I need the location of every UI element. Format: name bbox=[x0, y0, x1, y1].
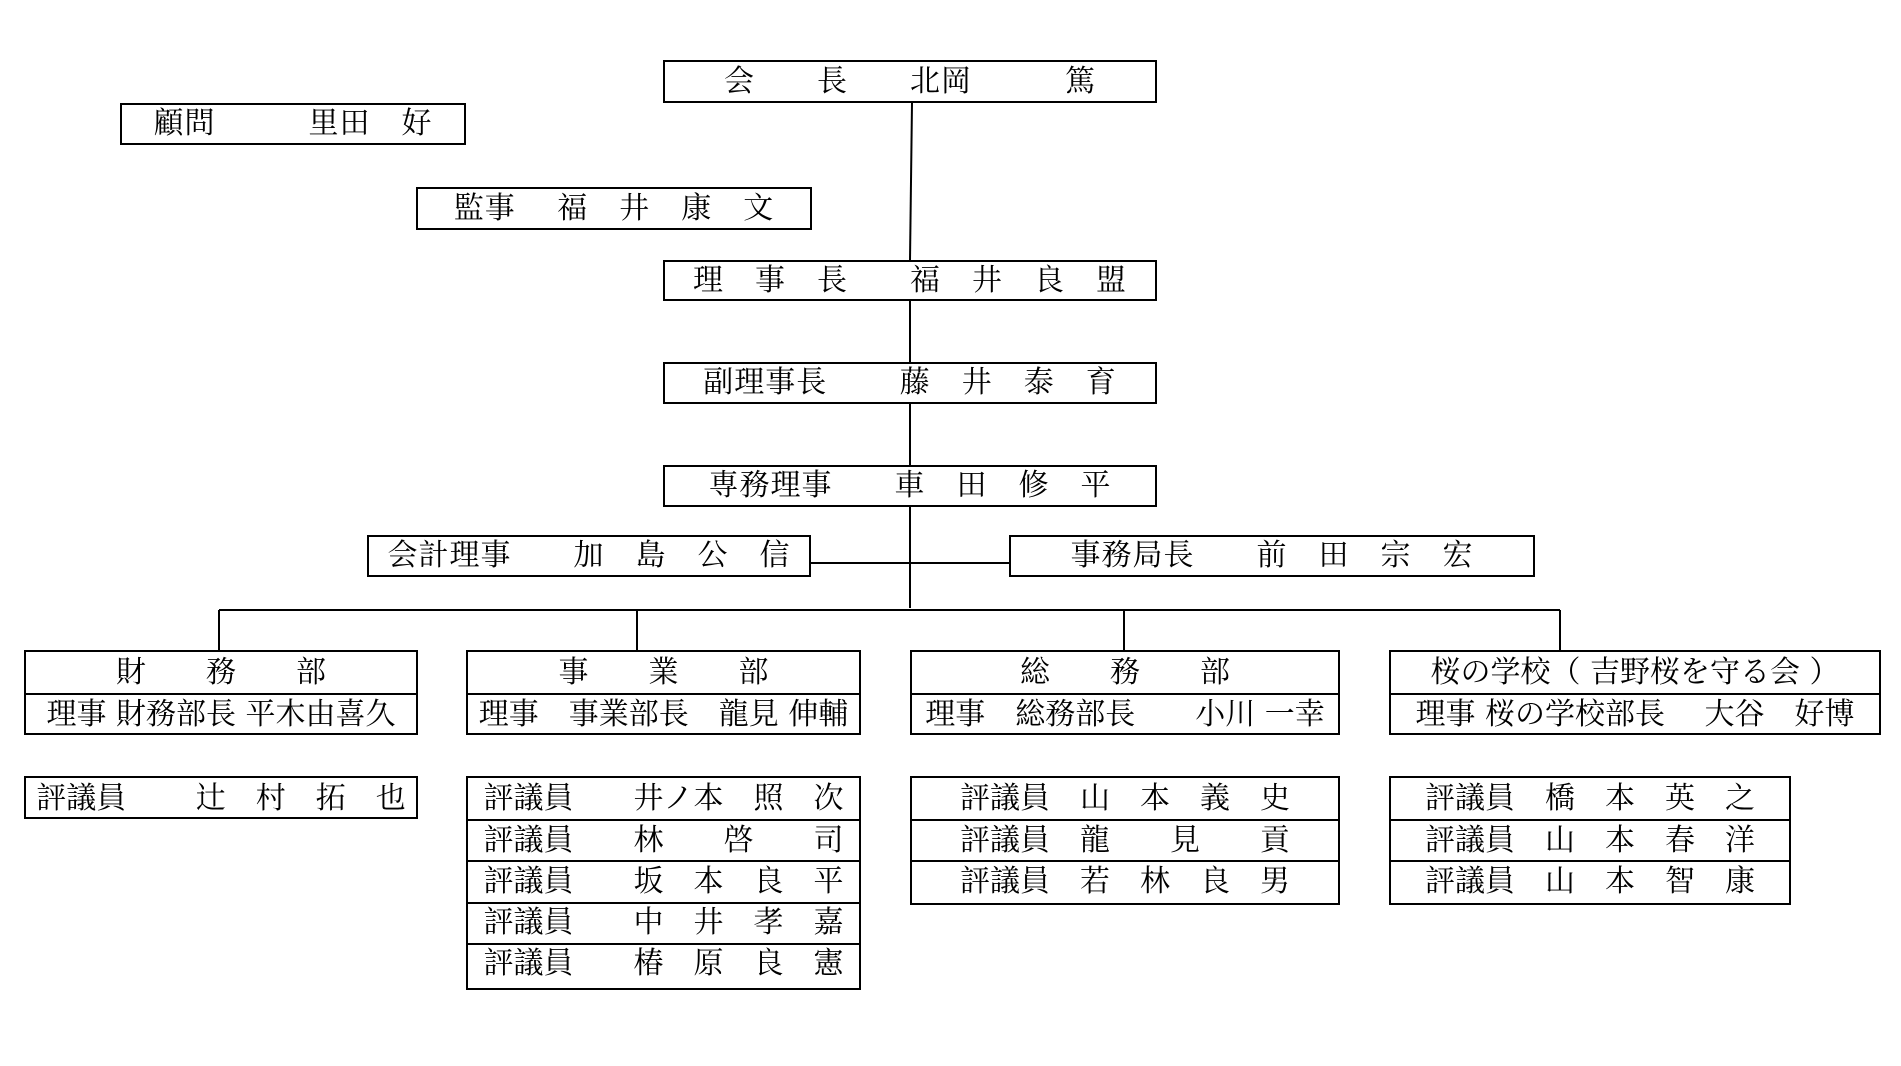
councilor-row: 評議員 若 林 良 男 bbox=[912, 860, 1338, 901]
secretary-general-box: 事務局長 前 田 宗 宏 bbox=[1009, 535, 1535, 577]
department-head: 理事 桜の学校部長 大谷 好博 bbox=[1391, 693, 1879, 734]
department-head: 理事 事業部長 龍見 伸輔 bbox=[468, 693, 859, 734]
finance-department bbox=[24, 650, 418, 735]
department-name: 財 務 部 bbox=[116, 654, 326, 690]
councilor-row: 評議員 坂 本 良 平 bbox=[468, 860, 859, 901]
councilor-row: 評議員 龍 見 貢 bbox=[912, 819, 1338, 860]
councilor-row: 評議員 山 本 智 康 bbox=[1391, 860, 1789, 901]
managing-director-box: 専務理事 車 田 修 平 bbox=[663, 465, 1157, 507]
department-name: 事 業 部 bbox=[558, 654, 769, 690]
vice-director-box: 副理事長 藤 井 泰 育 bbox=[663, 362, 1157, 404]
accounting-director-box: 会計理事 加 島 公 信 bbox=[367, 535, 811, 577]
councilor-row: 評議員 山 本 春 洋 bbox=[1391, 819, 1789, 860]
department-name: 桜の学校（ 吉野桜を守る会 ） bbox=[1430, 654, 1840, 690]
business-department bbox=[466, 650, 861, 735]
sakura-school-department bbox=[1389, 650, 1881, 735]
councilor-row: 評議員 椿 原 良 憲 bbox=[468, 943, 859, 984]
business-councilors bbox=[466, 776, 861, 990]
finance-councilors bbox=[24, 776, 418, 819]
councilor-row: 評議員 林 啓 司 bbox=[468, 819, 859, 860]
councilor-row: 評議員 橋 本 英 之 bbox=[1425, 780, 1755, 816]
councilor-row: 評議員 井ノ本 照 次 bbox=[483, 780, 844, 816]
department-name: 総 務 部 bbox=[1020, 654, 1230, 690]
auditor-box: 監事 福 井 康 文 bbox=[416, 187, 812, 230]
advisor-box: 顧問 里田 好 bbox=[120, 103, 466, 145]
councilor-row: 評議員 山 本 義 史 bbox=[960, 780, 1290, 816]
sakura-school-councilors bbox=[1389, 776, 1791, 905]
general-affairs-department bbox=[910, 650, 1340, 735]
department-head: 理事 総務部長 小川 一幸 bbox=[912, 693, 1338, 734]
chairman-box: 会 長 北岡 篤 bbox=[663, 60, 1157, 103]
connector-chairman-director bbox=[910, 103, 912, 260]
department-head: 理事 財務部長 平木由喜久 bbox=[26, 693, 416, 734]
director-box: 理 事 長 福 井 良 盟 bbox=[663, 260, 1157, 301]
councilor-row: 評議員 中 井 孝 嘉 bbox=[468, 902, 859, 943]
councilor-row: 評議員 辻 村 拓 也 bbox=[36, 780, 406, 816]
general-affairs-councilors bbox=[910, 776, 1340, 905]
